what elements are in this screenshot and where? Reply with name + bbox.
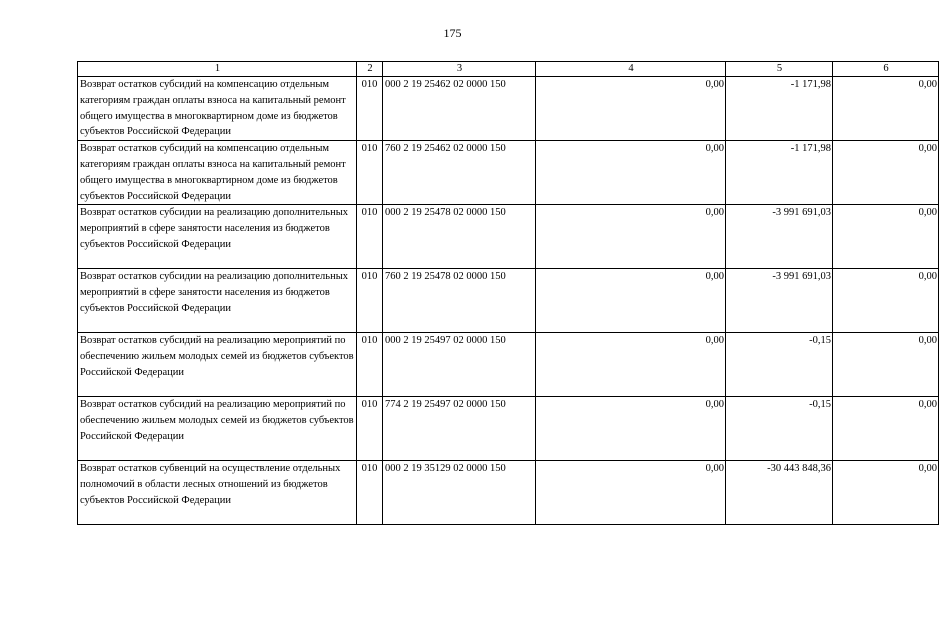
- row-budget-code: 000 2 19 25462 02 0000 150: [383, 77, 536, 141]
- table-row: [78, 269, 939, 333]
- table-row: [78, 461, 939, 525]
- row-value-col4: 0,00: [536, 333, 726, 397]
- row-name: Возврат остатков субвенций на осуществление отдельных полномочий в области лесных отношений из бюджетов субъектов Российской Федерации: [78, 461, 357, 525]
- row-admin-code: 010: [357, 461, 383, 525]
- row-admin-code: 010: [357, 205, 383, 269]
- budget-table: [77, 61, 939, 525]
- row-value-col5: -3 991 691,03: [726, 205, 833, 269]
- table-row: [78, 77, 939, 141]
- row-value-col6: 0,00: [833, 141, 939, 205]
- column-header-1: 1: [78, 62, 357, 77]
- row-admin-code: 010: [357, 141, 383, 205]
- row-admin-code: 010: [357, 333, 383, 397]
- row-name: Возврат остатков субсидии на реализацию дополнительных мероприятий в сфере занятости населения из бюджетов субъектов Российской Федерации: [78, 269, 357, 333]
- row-admin-code: 010: [357, 77, 383, 141]
- row-budget-code: 760 2 19 25462 02 0000 150: [383, 141, 536, 205]
- row-value-col4: 0,00: [536, 269, 726, 333]
- row-value-col5: -1 171,98: [726, 141, 833, 205]
- row-value-col4: 0,00: [536, 205, 726, 269]
- row-value-col6: 0,00: [833, 205, 939, 269]
- row-name: Возврат остатков субсидии на реализацию дополнительных мероприятий в сфере занятости населения из бюджетов субъектов Российской Федерации: [78, 205, 357, 269]
- row-value-col5: -0,15: [726, 397, 833, 461]
- row-value-col5: -0,15: [726, 333, 833, 397]
- row-budget-code: 000 2 19 25478 02 0000 150: [383, 205, 536, 269]
- table-row: [78, 397, 939, 461]
- header-row: [78, 62, 939, 77]
- row-budget-code: 000 2 19 35129 02 0000 150: [383, 461, 536, 525]
- row-value-col4: 0,00: [536, 77, 726, 141]
- row-name: Возврат остатков субсидий на компенсацию отдельным категориям граждан оплаты взноса на капитальный ремонт общего имущества в многоквартирном доме из бюджетов субъектов Российской Федерации: [78, 141, 357, 205]
- row-admin-code: 010: [357, 269, 383, 333]
- table-row: [78, 205, 939, 269]
- row-value-col5: -3 991 691,03: [726, 269, 833, 333]
- row-value-col6: 0,00: [833, 461, 939, 525]
- row-admin-code: 010: [357, 397, 383, 461]
- row-budget-code: 774 2 19 25497 02 0000 150: [383, 397, 536, 461]
- row-value-col4: 0,00: [536, 397, 726, 461]
- row-budget-code: 760 2 19 25478 02 0000 150: [383, 269, 536, 333]
- row-name: Возврат остатков субсидий на реализацию мероприятий по обеспечению жильем молодых семей из бюджетов субъектов Российской Федерации: [78, 333, 357, 397]
- column-header-3: 3: [383, 62, 536, 77]
- table-row: [78, 333, 939, 397]
- row-name: Возврат остатков субсидий на компенсацию отдельным категориям граждан оплаты взноса на капитальный ремонт общего имущества в многоквартирном доме из бюджетов субъектов Российской Федерации: [78, 77, 357, 141]
- column-header-6: 6: [833, 62, 939, 77]
- column-header-5: 5: [726, 62, 833, 77]
- row-budget-code: 000 2 19 25497 02 0000 150: [383, 333, 536, 397]
- row-value-col6: 0,00: [833, 77, 939, 141]
- page-number: 175: [443, 26, 462, 40]
- row-value-col5: -30 443 848,36: [726, 461, 833, 525]
- row-value-col4: 0,00: [536, 461, 726, 525]
- row-name: Возврат остатков субсидий на реализацию мероприятий по обеспечению жильем молодых семей из бюджетов субъектов Российской Федерации: [78, 397, 357, 461]
- column-header-4: 4: [536, 62, 726, 77]
- column-header-2: 2: [357, 62, 383, 77]
- row-value-col6: 0,00: [833, 333, 939, 397]
- table-row: [78, 141, 939, 205]
- row-value-col4: 0,00: [536, 141, 726, 205]
- row-value-col6: 0,00: [833, 269, 939, 333]
- row-value-col5: -1 171,98: [726, 77, 833, 141]
- row-value-col6: 0,00: [833, 397, 939, 461]
